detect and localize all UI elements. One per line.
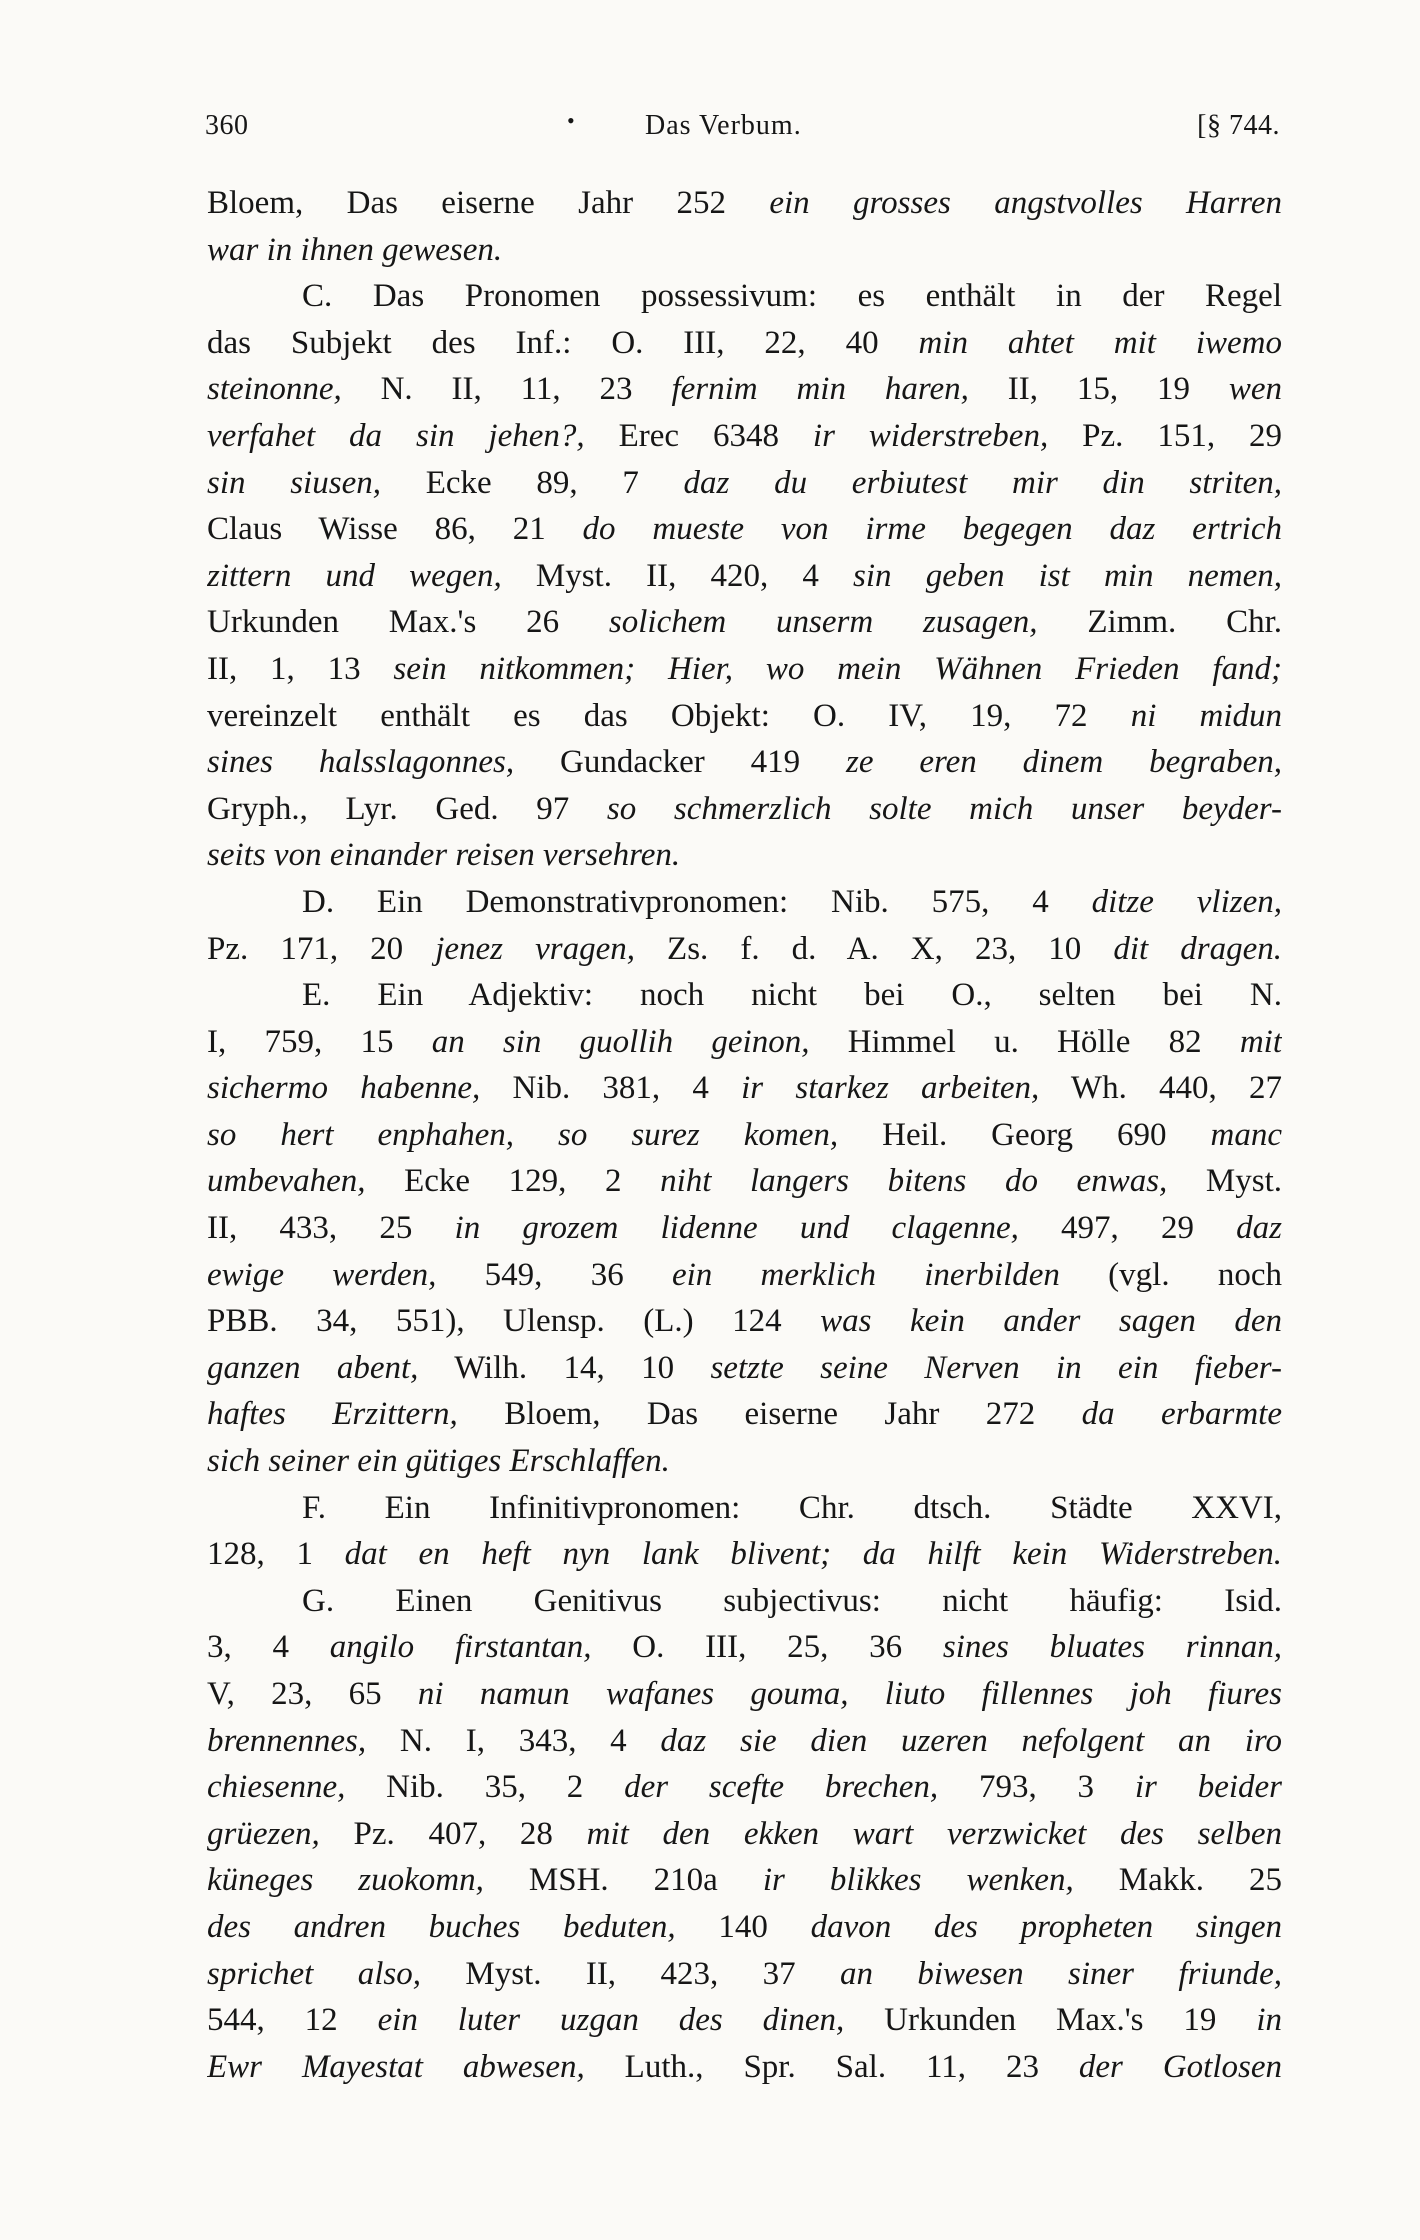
text-line [207, 1158, 1282, 1205]
italic-segment: ganzen abent, [207, 1349, 419, 1386]
italic-segment: in [1256, 2002, 1282, 2039]
text-line [207, 227, 1282, 274]
text-segment: Myst. [1167, 1163, 1282, 1200]
italic-segment: ni namun wafanes gouma, liuto fillennes joh fiures [417, 1676, 1282, 1712]
text-line [207, 1997, 1282, 2044]
text-line [207, 1438, 1282, 1485]
text-line [207, 2044, 1282, 2091]
italic-segment: sich seiner ein gütiges Erschlaffen. [207, 1443, 670, 1480]
text-segment: Luth., Spr. Sal. 11, 23 [584, 2048, 1079, 2085]
text-segment: 793, 3 [938, 1769, 1135, 1806]
text-segment: II, 1, 13 [207, 650, 394, 687]
italic-segment: ein merklich inerbilden [671, 1256, 1060, 1293]
text-segment: Pz. 171, 20 [207, 930, 436, 967]
text-segment: (vgl. noch [1059, 1256, 1282, 1293]
italic-segment: seits von einander reisen versehren. [207, 837, 681, 874]
text-line [207, 786, 1282, 833]
text-segment: O. III, 25, 36 [591, 1629, 943, 1666]
italic-segment: sines bluates rinnan, [942, 1629, 1282, 1666]
italic-segment: dit dragen. [1113, 930, 1282, 967]
italic-segment: ir starkez arbeiten, [741, 1070, 1040, 1107]
text-line [207, 1904, 1282, 1951]
text-line [207, 413, 1282, 460]
text-line [207, 320, 1282, 367]
italic-segment: dat en heft nyn lank blivent; da hilft kein Widerstreben. [344, 1536, 1282, 1573]
italic-segment: setzte seine Nerven in ein fieber- [710, 1349, 1282, 1386]
text-segment: Pz. 151, 29 [1048, 417, 1282, 454]
text-line [207, 553, 1282, 600]
text-line [207, 739, 1282, 786]
text-line [207, 1391, 1282, 1438]
running-title: Das Verbum. [645, 110, 802, 141]
text-segment: Urkunden Max.'s 26 [207, 604, 609, 641]
text-segment: Bloem, Das eiserne Jahr 272 [457, 1396, 1082, 1433]
italic-segment: der scefte brechen, [624, 1769, 939, 1806]
text-segment: Ecke 89, 7 [380, 464, 684, 501]
text-segment: II, 15, 19 [968, 371, 1229, 408]
italic-segment: des andren buches beduten, [207, 1908, 676, 1945]
italic-segment: chiesenne, [207, 1769, 346, 1806]
italic-segment: Ewr Mayestat abwesen, [207, 2048, 585, 2085]
italic-segment: sin geben ist min nemen, [853, 557, 1282, 594]
text-segment: PBB. 34, 551), Ulensp. (L.) 124 [207, 1303, 821, 1340]
page-number: 360 [205, 110, 249, 141]
text-segment: Claus Wisse 86, 21 [207, 511, 583, 548]
italic-segment: davon des propheten singen [810, 1908, 1282, 1945]
text-line [207, 1205, 1282, 1252]
text-line [207, 1857, 1282, 1904]
text-line [207, 926, 1282, 973]
text-segment: Makk. 25 [1073, 1862, 1282, 1899]
header-dot: • [567, 108, 576, 133]
italic-segment: an sin guollih geinon, [431, 1023, 810, 1060]
italic-segment: mit [1239, 1023, 1282, 1060]
text-line [207, 599, 1282, 646]
text-line [207, 1811, 1282, 1858]
italic-segment: ein grosses angstvolles Harren [769, 185, 1282, 221]
italic-segment: da erbarmte [1081, 1396, 1282, 1433]
text-segment: 544, 12 [207, 2002, 378, 2039]
text-segment: Nib. 381, 4 [480, 1070, 742, 1107]
text-segment: Bloem, Das eiserne Jahr 252 [207, 185, 770, 221]
italic-segment: ir widerstreben, [812, 417, 1049, 454]
text-line [207, 460, 1282, 507]
italic-segment: sprichet also, [207, 1955, 421, 1992]
text-line [207, 1671, 1282, 1718]
text-segment: Heil. Georg 690 [838, 1116, 1211, 1153]
italic-segment: sin siusen, [207, 464, 381, 501]
section-marker: [§ 744. [1197, 110, 1280, 141]
text-line [207, 1578, 1282, 1625]
text-line [207, 972, 1282, 1019]
italic-segment: daz sie dien uzeren nefolgent an iro [660, 1722, 1282, 1759]
italic-segment: angilo firstantan, [329, 1629, 592, 1666]
text-segment: I, 759, 15 [207, 1023, 432, 1060]
text-segment: N. I, 343, 4 [366, 1722, 661, 1759]
running-header [205, 100, 1280, 150]
text-line [207, 1298, 1282, 1345]
italic-segment: daz du erbiutest mir din striten, [683, 464, 1282, 501]
text-segment: II, 433, 25 [207, 1210, 455, 1247]
text-line [207, 1252, 1282, 1299]
italic-segment: daz [1236, 1210, 1282, 1247]
text-line [207, 366, 1282, 413]
text-segment: Myst. II, 423, 37 [420, 1955, 840, 1992]
text-line [207, 1345, 1282, 1392]
text-segment: 497, 29 [1018, 1210, 1237, 1247]
text-segment: Nib. 35, 2 [345, 1769, 625, 1806]
italic-segment: wen [1228, 371, 1282, 408]
text-segment: MSH. 210a [483, 1862, 763, 1899]
text-segment: Zs. f. d. A. X, 23, 10 [634, 930, 1114, 967]
italic-segment: küneges zuokomn, [207, 1862, 484, 1899]
italic-segment: so schmerzlich solte mich unser beyder- [606, 790, 1282, 827]
text-segment: Pz. 407, 28 [319, 1815, 587, 1852]
italic-segment: grüezen, [207, 1815, 320, 1852]
text-segment: G. Einen Genitivus subjectivus: nicht häufig: Isid. [302, 1582, 1282, 1619]
italic-segment: manc [1210, 1116, 1282, 1153]
text-segment: Erec 6348 [584, 417, 813, 454]
text-line [207, 832, 1282, 879]
text-segment: Zimm. Chr. [1037, 604, 1282, 641]
italic-segment: so hert enphahen, so surez komen, [207, 1116, 839, 1153]
italic-segment: was kein ander sagen den [820, 1303, 1282, 1340]
italic-segment: min ahtet mit iwemo [918, 324, 1282, 361]
text-line [207, 879, 1282, 926]
italic-segment: war in ihnen gewesen. [207, 231, 503, 268]
text-line [207, 1065, 1282, 1112]
italic-segment: verfahet da sin jehen?, [207, 417, 585, 454]
text-line [207, 1951, 1282, 1998]
italic-segment: ir blikkes wenken, [762, 1862, 1074, 1899]
text-segment: Ecke 129, 2 [365, 1163, 661, 1200]
italic-segment: ditze vlizen, [1091, 883, 1282, 920]
text-segment: C. Das Pronomen possessivum: es enthält in der Regel [302, 278, 1282, 315]
text-segment: V, 23, 65 [207, 1676, 418, 1712]
text-segment: Wilh. 14, 10 [418, 1349, 711, 1386]
italic-segment: do mueste von irme begegen daz ertrich [582, 511, 1282, 548]
italic-segment: der Gotlosen [1078, 2048, 1282, 2085]
text-segment: das Subjekt des Inf.: O. III, 22, 40 [207, 324, 919, 361]
italic-segment: ir beider [1134, 1769, 1282, 1806]
italic-segment: mit den ekken wart verzwicket des selben [586, 1815, 1282, 1852]
text-segment: F. Ein Infinitivpronomen: Chr. dtsch. Städte XXVI, [302, 1489, 1282, 1526]
italic-segment: ze eren dinem begraben, [845, 744, 1282, 781]
text-segment: N. II, 11, 23 [341, 371, 672, 408]
text-line [207, 1112, 1282, 1159]
text-segment: 3, 4 [207, 1629, 330, 1666]
italic-segment: haftes Erzittern, [207, 1396, 458, 1433]
text-segment: Gryph., Lyr. Ged. 97 [207, 790, 607, 827]
text-segment: Urkunden Max.'s 19 [844, 2002, 1257, 2039]
text-line [207, 693, 1282, 740]
italic-segment: steinonne, [207, 371, 342, 408]
italic-segment: niht langers bitens do enwas, [660, 1163, 1168, 1200]
text-segment: E. Ein Adjektiv: noch nicht bei O., selten bei N. [302, 977, 1282, 1014]
text-line [207, 180, 1282, 227]
text-segment: 128, 1 [207, 1536, 345, 1573]
text-segment: 549, 36 [436, 1256, 672, 1293]
italic-segment: ni midun [1130, 697, 1282, 734]
italic-segment: sichermo habenne, [207, 1070, 481, 1107]
italic-segment: solichem unserm zusagen, [608, 604, 1038, 641]
text-line [207, 1764, 1282, 1811]
italic-segment: zittern und wegen, [207, 557, 502, 594]
text-line [207, 1718, 1282, 1765]
text-line [207, 1531, 1282, 1578]
italic-segment: an biwesen siner friunde, [839, 1955, 1282, 1992]
text-segment: vereinzelt enthält es das Objekt: O. IV, 19, 72 [207, 697, 1131, 734]
text-segment: Himmel u. Hölle 82 [809, 1023, 1240, 1060]
italic-segment: brennennes, [207, 1722, 367, 1759]
text-segment: D. Ein Demonstrativpronomen: Nib. 575, 4 [302, 883, 1092, 920]
text-segment: Myst. II, 420, 4 [501, 557, 854, 594]
text-line [207, 506, 1282, 553]
italic-segment: sines halsslagonnes, [207, 744, 515, 781]
body-text [207, 180, 1282, 2090]
italic-segment: ewige werden, [207, 1256, 437, 1293]
italic-segment: jenez vragen, [435, 930, 635, 967]
italic-segment: ein luter uzgan des dinen, [377, 2002, 845, 2039]
text-line [207, 1624, 1282, 1671]
text-segment: Wh. 440, 27 [1039, 1070, 1282, 1107]
text-line [207, 646, 1282, 693]
italic-segment: fernim min haren, [671, 371, 969, 408]
text-line [207, 1019, 1282, 1066]
text-line [207, 1485, 1282, 1532]
text-segment: Gundacker 419 [514, 744, 846, 781]
italic-segment: in grozem lidenne und clagenne, [454, 1210, 1019, 1247]
italic-segment: umbevahen, [207, 1163, 366, 1200]
italic-segment: sein nitkommen; Hier, wo mein Wähnen Frieden fand; [393, 650, 1282, 687]
text-line [207, 273, 1282, 320]
text-segment: 140 [675, 1908, 811, 1945]
